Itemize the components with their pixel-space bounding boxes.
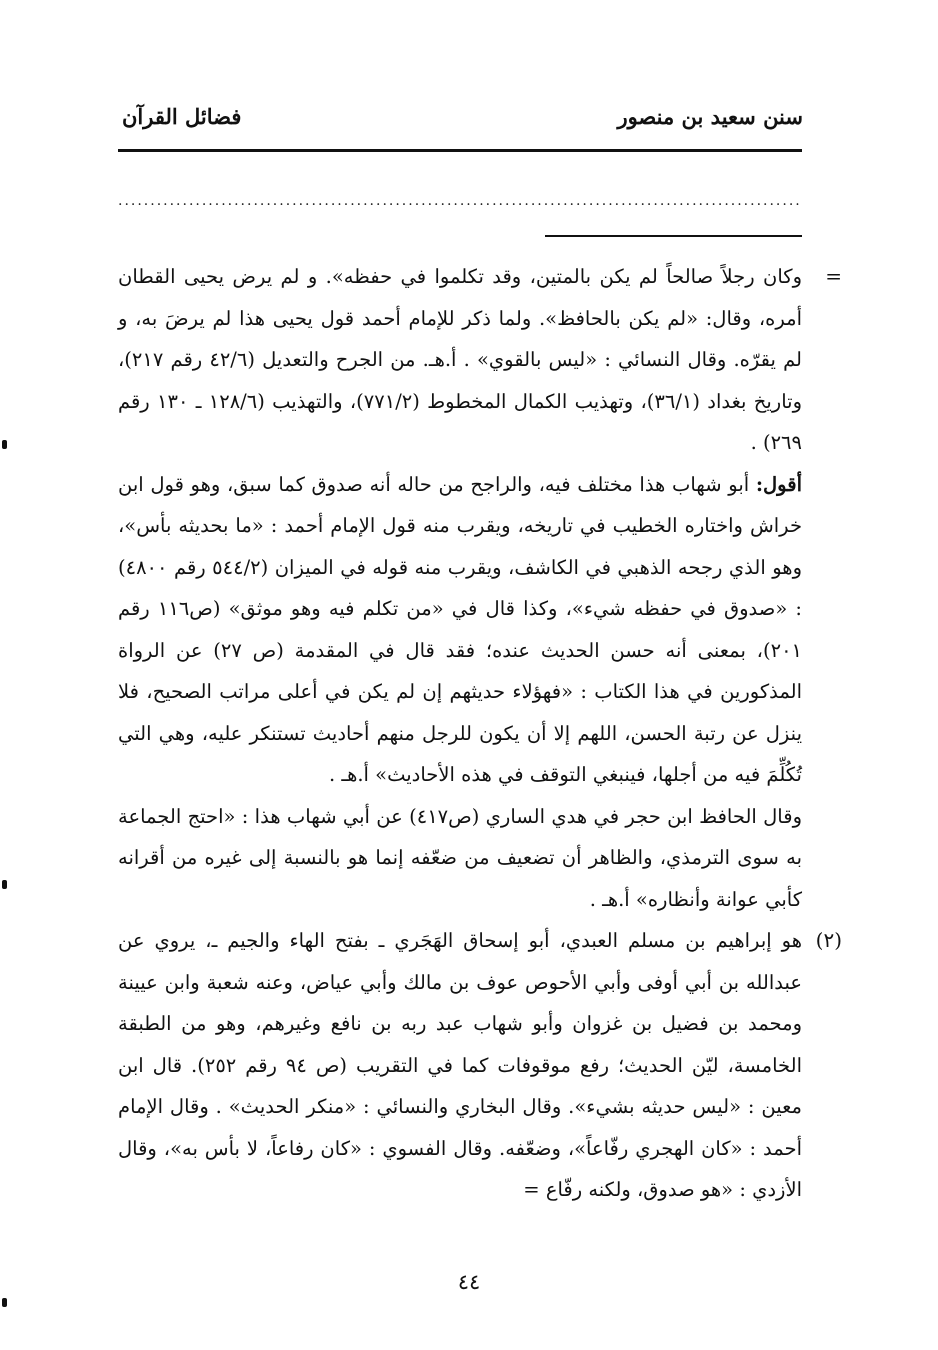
footnotes-block (118, 256, 842, 1211)
header-rule (118, 149, 802, 152)
continuation-marker: = (825, 264, 842, 288)
running-header-book-title: سنن سعيد بن منصور (617, 104, 803, 129)
page-number: ٤٤ (457, 1270, 481, 1294)
scan-mark (2, 880, 7, 889)
aqoul-text: أبو شهاب هذا مختلف فيه، والراجح من حاله أنه صدوق كما سبق، وهو قول ابن خراش واختاره الخطيب في تاريخه، ويقرب منه قول الإمام أحمد : «ما بحديثه بأس»، وهو الذي رجحه الذهبي في الكاشف، ويقرب منه قوله في الميزان (٥٤٤/٢ رقم ٤٨٠٠) : «صدوق في حفظه شيء»، وكذا قال في «من تكلم فيه وهو موثق» (ص١١٦ رقم ٢٠١)، بمعنى أنه حسن الحديث عنده؛ فقد قال في المقدمة (ص ٢٧) عن الرواة المذكورين في هذا الكتاب : «فهؤلاء حديثهم إن لم يكن في أعلى مراتب الصحيح، فلا ينزل عن رتبة الحسن، اللهم إلا أن يكون للرجل منهم أحاديث تستنكر عليه، وهي التي تُكُلِّمَ فيه من أجلها، فينبغي التوقف في هذه الأحاديث» أ.هـ . (118, 472, 803, 786)
running-header-section-title: فضائل القرآن (122, 104, 242, 129)
footnote-2 (118, 920, 842, 1211)
footnote-continued (118, 256, 842, 920)
footnote-paragraph: وكان رجلاً صالحاً لم يكن بالمتين، وقد تكلموا في حفظه». و لم يرض يحيى القطان أمره، وقال: «لم يكن بالحافظ». ولما ذكر للإمام أحمد قول يحيى هذا لم يرضَ به، و لم يقرّه. وقال النسائي : «ليس بالقوي» . أ.هـ. من الجرح والتعديل (٤٢/٦ رقم ٢١٧)، وتاريخ بغداد (٣٦/١)، وتهذيب الكمال المخطوط (٧٧١/٢)، والتهذيب (١٢٨/٦ ـ ١٣٠ رقم ٢٦٩) . (118, 265, 802, 454)
footnote-paragraph-ibn-hajar: وقال الحافظ ابن حجر في هدي الساري (ص٤١٧) عن أبي شهاب هذا : «احتج الجماعة به سوى الترمذي، والظاهر أن تضعيف من ضعّفه إنما هو بالنسبة إلى غيره من أقرانه كأبي عوانة وأنظاره» أ.هـ . (118, 804, 802, 911)
dotted-separator: .......................................................................................................... (118, 194, 802, 208)
scan-mark (2, 440, 7, 449)
footnote-paragraph: هو إبراهيم بن مسلم العبدي، أبو إسحاق الهَجَري ـ بفتح الهاء والجيم ـ، يروي عن عبدالله بن أبي أوفى وأبي الأحوص عوف بن مالك وأبي عياض، وعنه شعبة وابن عيينة ومحمد بن فضيل بن غزوان وأبو شهاب عبد ربه بن نافع وغيرهم، وهو من الطبقة الخامسة، ليّن الحديث؛ رفع موقوفات كما في التقريب (ص ٩٤ رقم ٢٥٢). قال ابن معين : «ليس حديثه بشيء». وقال البخاري والنسائي : «منكر الحديث» . وقال الإمام أحمد : «كان الهجري رفّاعاً»، وضعّفه. وقال الفسوي : «كان رفاعاً، لا بأس به»، وقال الأزدي : «هو صدوق، ولكنه رفّاع = (118, 929, 802, 1201)
aqoul-label: أقول: (755, 472, 802, 496)
footnote-paragraph-aqoul (118, 464, 802, 796)
footnote-rule (545, 235, 802, 237)
footnote-number: (٢) (815, 928, 842, 952)
scan-mark (2, 1298, 7, 1307)
